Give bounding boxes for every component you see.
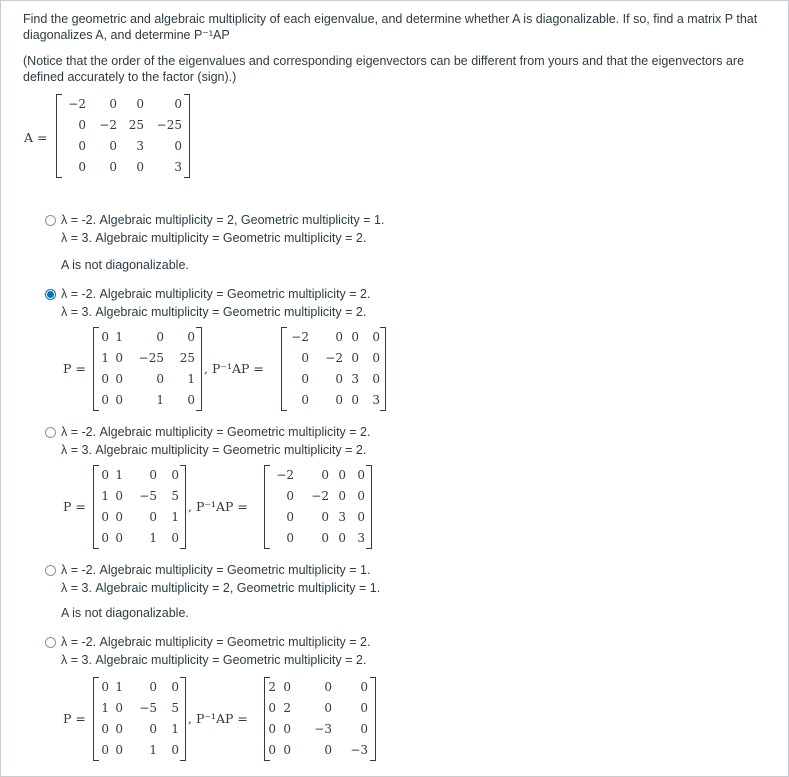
option-4-line1: λ = -2. Algebraic multiplicity = Geometric multiplicity = 1.	[61, 563, 371, 577]
option-2-diag-cell: 0	[351, 393, 359, 407]
option-3-diag-cell: 0	[286, 489, 294, 503]
question-note: (Notice that the order of the eigenvalues and corresponding eigenvectors can be different from yours and that the eigenvectors are defined accurately to the factor (sign).)	[23, 54, 745, 84]
option-2-p-cell: 0	[101, 372, 109, 386]
option-1-radio[interactable]	[45, 215, 56, 226]
option-2-p-cell: 0	[187, 330, 195, 344]
option-2-diag-cell: 0	[372, 330, 380, 344]
option-2-diag-cell: 0	[301, 351, 309, 365]
option-3-p-cell: 1	[115, 468, 123, 482]
option-3-p-cell: 5	[171, 489, 179, 503]
option-5-p-cell: 0	[115, 722, 123, 736]
option-2-diag-cell: 0	[335, 393, 343, 407]
option-3-radio[interactable]	[45, 427, 56, 438]
option-5-p-cell: 0	[115, 743, 123, 757]
option-5-diag-cell: 0	[360, 680, 368, 694]
option-4-line2: λ = 3. Algebraic multiplicity = 2, Geometric multiplicity = 1.	[61, 581, 381, 595]
option-3-p-cell: 0	[101, 531, 109, 545]
matrix-a-cell: 0	[109, 97, 117, 111]
option-5-diag-cell: 0	[324, 743, 332, 757]
option-3-diag-cell: 0	[286, 510, 294, 524]
option-2-diag-cell: −2	[325, 351, 343, 365]
matrix-a	[56, 94, 190, 178]
option-5-p-cell: 0	[101, 680, 109, 694]
option-5-p-cell: 1	[101, 701, 109, 715]
option-5-line1: λ = -2. Algebraic multiplicity = Geometric multiplicity = 2.	[61, 635, 371, 649]
option-2-p-cell: 1	[115, 330, 123, 344]
question-text: Find the geometric and algebraic multiplicity of each eigenvalue, and determine whether A is diagonalizable. If so, find a matrix P that diagonalizes A, and determine P⁻¹AP	[23, 12, 758, 42]
option-5-diag-cell: 0	[283, 722, 291, 736]
option-5-diag-cell: 0	[360, 722, 368, 736]
option-3-p-cell: 1	[171, 510, 179, 524]
option-3-diag-cell: −2	[311, 489, 329, 503]
option-5-p-cell: 5	[171, 701, 179, 715]
option-3-p-cell: 0	[171, 468, 179, 482]
option-3-diag-cell: 0	[338, 531, 346, 545]
option-3-pap-label: , P⁻¹AP =	[188, 499, 248, 514]
option-2-p-cell: 1	[156, 393, 164, 407]
option-3-line2: λ = 3. Algebraic multiplicity = Geometric multiplicity = 2.	[61, 443, 367, 457]
option-5-p-label: P =	[63, 711, 86, 726]
option-3-diag-cell: 3	[357, 531, 365, 545]
option-2-diag-cell: 0	[351, 351, 359, 365]
option-2-line2: λ = 3. Algebraic multiplicity = Geometric multiplicity = 2.	[61, 305, 367, 319]
option-5-diag-cell: 0	[283, 680, 291, 694]
option-5-p-cell: 1	[149, 743, 157, 757]
option-2-p-label: P =	[63, 361, 86, 376]
option-2-p-cell: 1	[101, 351, 109, 365]
option-5-p-cell: 0	[149, 722, 157, 736]
option-5-p-cell: 0	[101, 743, 109, 757]
matrix-a-cell: 0	[136, 160, 144, 174]
option-5-diag-cell: −3	[314, 722, 332, 736]
matrix-a-cell: 0	[78, 139, 86, 153]
option-2-diag-cell: 0	[372, 372, 380, 386]
option-2-diag-cell: 0	[335, 330, 343, 344]
option-5-p-cell: 0	[171, 680, 179, 694]
option-3-p-label: P =	[63, 499, 86, 514]
a-label: A =	[24, 130, 48, 145]
option-1-line2: λ = 3. Algebraic multiplicity = Geometric multiplicity = 2.	[61, 231, 367, 245]
option-3-diag-cell: 0	[321, 531, 329, 545]
option-5-matrix-diag	[264, 677, 376, 761]
option-2-matrix-diag	[281, 327, 386, 411]
option-2-diag-cell: 0	[335, 372, 343, 386]
option-2-p-cell: 0	[101, 330, 109, 344]
option-2-diag-cell: 3	[351, 372, 359, 386]
option-2-line1: λ = -2. Algebraic multiplicity = Geometric multiplicity = 2.	[61, 287, 371, 301]
option-5-p-cell: 1	[115, 680, 123, 694]
matrix-a-cell: 0	[109, 160, 117, 174]
option-5-diag-cell: 0	[283, 743, 291, 757]
option-5-p-cell: 0	[115, 701, 123, 715]
option-2-p-cell: 0	[156, 372, 164, 386]
option-5-p-cell: 0	[101, 722, 109, 736]
option-1-conclusion: A is not diagonalizable.	[61, 258, 189, 272]
option-3-p-cell: 0	[171, 531, 179, 545]
matrix-a-cell: 3	[174, 160, 182, 174]
option-5-diag-cell: 0	[268, 701, 276, 715]
option-3-p-cell: 0	[115, 531, 123, 545]
option-3-p-cell: 0	[149, 510, 157, 524]
option-1-line1: λ = -2. Algebraic multiplicity = 2, Geometric multiplicity = 1.	[61, 213, 385, 227]
option-3-p-cell: 0	[115, 510, 123, 524]
option-2-p-cell: 0	[156, 330, 164, 344]
option-3-diag-cell: 0	[357, 510, 365, 524]
option-3-diag-cell: 0	[357, 489, 365, 503]
option-3-diag-cell: 0	[357, 468, 365, 482]
option-2-p-cell: 0	[101, 393, 109, 407]
matrix-a-cell: 0	[109, 139, 117, 153]
option-2-pap-label: , P⁻¹AP =	[204, 361, 264, 376]
option-5-diag-cell: 0	[324, 680, 332, 694]
option-5-matrix-p	[93, 677, 186, 761]
option-3-line1: λ = -2. Algebraic multiplicity = Geometric multiplicity = 2.	[61, 425, 371, 439]
option-2-p-cell: 0	[115, 351, 123, 365]
option-5-p-cell: −5	[139, 701, 157, 715]
option-5-diag-cell: 0	[268, 743, 276, 757]
matrix-a-cell: −2	[99, 118, 117, 132]
option-2-p-cell: 0	[115, 372, 123, 386]
option-3-diag-cell: 0	[321, 510, 329, 524]
option-5-diag-cell: −3	[350, 743, 368, 757]
option-3-p-cell: 0	[101, 468, 109, 482]
option-5-diag-cell: 2	[283, 701, 291, 715]
option-3-p-cell: 1	[149, 531, 157, 545]
option-5-diag-cell: 0	[268, 722, 276, 736]
option-3-p-cell: −5	[139, 489, 157, 503]
option-3-diag-cell: 3	[338, 510, 346, 524]
option-3-p-cell: 1	[101, 489, 109, 503]
option-5-diag-cell: 2	[268, 680, 276, 694]
option-2-diag-cell: 0	[301, 393, 309, 407]
option-2-p-cell: 1	[187, 372, 195, 386]
matrix-a-cell: 0	[174, 97, 182, 111]
matrix-a-cell: −25	[156, 118, 182, 132]
option-5-line2: λ = 3. Algebraic multiplicity = Geometric multiplicity = 2.	[61, 653, 367, 667]
matrix-a-cell: 0	[136, 97, 144, 111]
option-2-matrix-p	[93, 327, 202, 411]
matrix-a-cell: 0	[78, 160, 86, 174]
option-5-radio[interactable]	[45, 637, 56, 648]
matrix-a-cell: −2	[68, 97, 86, 111]
option-5-p-cell: 0	[149, 680, 157, 694]
option-3-diag-cell: −2	[276, 468, 294, 482]
option-3-p-cell: 0	[101, 510, 109, 524]
option-3-diag-cell: 0	[286, 531, 294, 545]
option-5-pap-label: , P⁻¹AP =	[188, 711, 248, 726]
option-2-p-cell: 0	[187, 393, 195, 407]
option-5-diag-cell: 0	[360, 701, 368, 715]
option-2-diag-cell: 0	[301, 372, 309, 386]
option-3-matrix-diag	[264, 465, 372, 549]
option-2-radio[interactable]	[45, 289, 56, 300]
option-3-diag-cell: 0	[338, 468, 346, 482]
matrix-a-cell: 0	[78, 118, 86, 132]
matrix-a-cell: 25	[128, 118, 144, 132]
option-4-radio[interactable]	[45, 565, 56, 576]
option-2-diag-cell: 0	[351, 330, 359, 344]
option-2-diag-cell: −2	[291, 330, 309, 344]
option-2-p-cell: 25	[179, 351, 195, 365]
option-2-p-cell: 0	[115, 393, 123, 407]
option-3-p-cell: 0	[115, 489, 123, 503]
option-5-diag-cell: 0	[324, 701, 332, 715]
option-3-diag-cell: 0	[321, 468, 329, 482]
option-5-p-cell: 0	[171, 743, 179, 757]
option-2-diag-cell: 0	[372, 351, 380, 365]
option-2-diag-cell: 3	[372, 393, 380, 407]
option-3-diag-cell: 0	[338, 489, 346, 503]
option-3-p-cell: 0	[149, 468, 157, 482]
option-4-conclusion: A is not diagonalizable.	[61, 606, 189, 620]
matrix-a-cell: 0	[174, 139, 182, 153]
option-2-p-cell: −25	[138, 351, 164, 365]
matrix-a-cell: 3	[136, 139, 144, 153]
option-5-p-cell: 1	[171, 722, 179, 736]
option-3-matrix-p	[93, 465, 186, 549]
